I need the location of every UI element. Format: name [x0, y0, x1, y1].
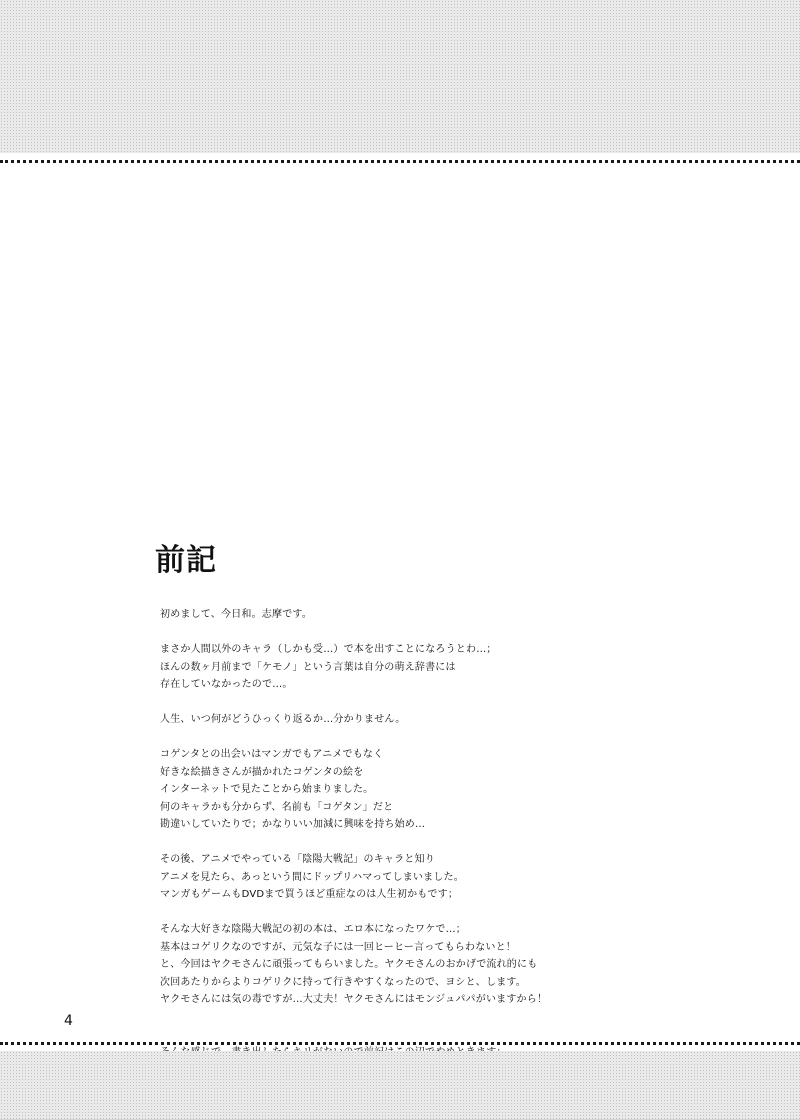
paragraph-life: [160, 711, 600, 729]
paragraph-book: [160, 921, 600, 1009]
page-number: 4: [64, 1013, 73, 1029]
text-line: アニメを見たら、あっという間にドップリハマってしまいました。: [160, 871, 464, 883]
text-line: その後、アニメでやっている「陰陽大戦記」のキャラと知り: [160, 854, 435, 865]
bottom-dotted-rule: [0, 1042, 800, 1045]
text-line: コゲンタとの出会いはマンガでもアニメでもなく: [160, 749, 384, 760]
paragraph-greeting: [160, 606, 600, 624]
text-line: 初めまして、今日和。志摩です。: [160, 609, 312, 620]
page-heading: 前記: [155, 543, 217, 578]
top-dotted-rule: [0, 160, 800, 163]
text-line: まさか人間以外のキャラ（しかも受…）で本を出すことになろうとわ…；: [160, 644, 497, 655]
text-line: マンガもゲームもDVDまで買うほど重症なのは人生初かもです；: [160, 889, 459, 900]
paragraph-anime: [160, 851, 600, 904]
text-line: 好きな絵描きさんが描かれたコゲンタの絵を: [160, 766, 364, 778]
text-line: と、今回はヤクモさんに頑張ってもらいました。ヤクモさんのおかげで流れ的にも: [160, 959, 538, 970]
text-line: インターネットで見たことから始まりました。: [160, 784, 374, 795]
text-line: 何のキャラかも分からず、名前も「コゲタン」だと: [160, 801, 394, 813]
top-screentone-band: [0, 0, 800, 153]
paragraph-intro: [160, 641, 600, 694]
text-line: そんな大好きな陰陽大戦記の初の本は、エロ本になったワケで…；: [160, 924, 466, 935]
text-line: 次回あたりからよりコゲリクに持って行きやすくなったので、ヨシと、します。: [160, 976, 526, 988]
paragraph-encounter: [160, 746, 600, 834]
text-line: 人生、いつ何がどうひっくり返るか…分かりません。: [160, 714, 406, 725]
text-line: 存在していなかったので…。: [160, 679, 293, 690]
text-line: 基本はコゲリクなのですが、元気な子には一回ヒーヒー言ってもらわないと！: [160, 941, 516, 953]
afterword-body: [160, 606, 600, 1079]
bottom-screentone-band: [0, 1051, 800, 1119]
text-line: 勘違いしていたりで；かなりいい加減に興味を持ち始め…: [160, 819, 426, 830]
text-line: ほんの数ヶ月前まで「ケモノ」という言葉は自分の萌え辞書には: [160, 661, 456, 673]
text-line: ヤクモさんには気の毒ですが…大丈夫！ヤクモさんにはモンジュパパがいますから！: [160, 994, 548, 1005]
